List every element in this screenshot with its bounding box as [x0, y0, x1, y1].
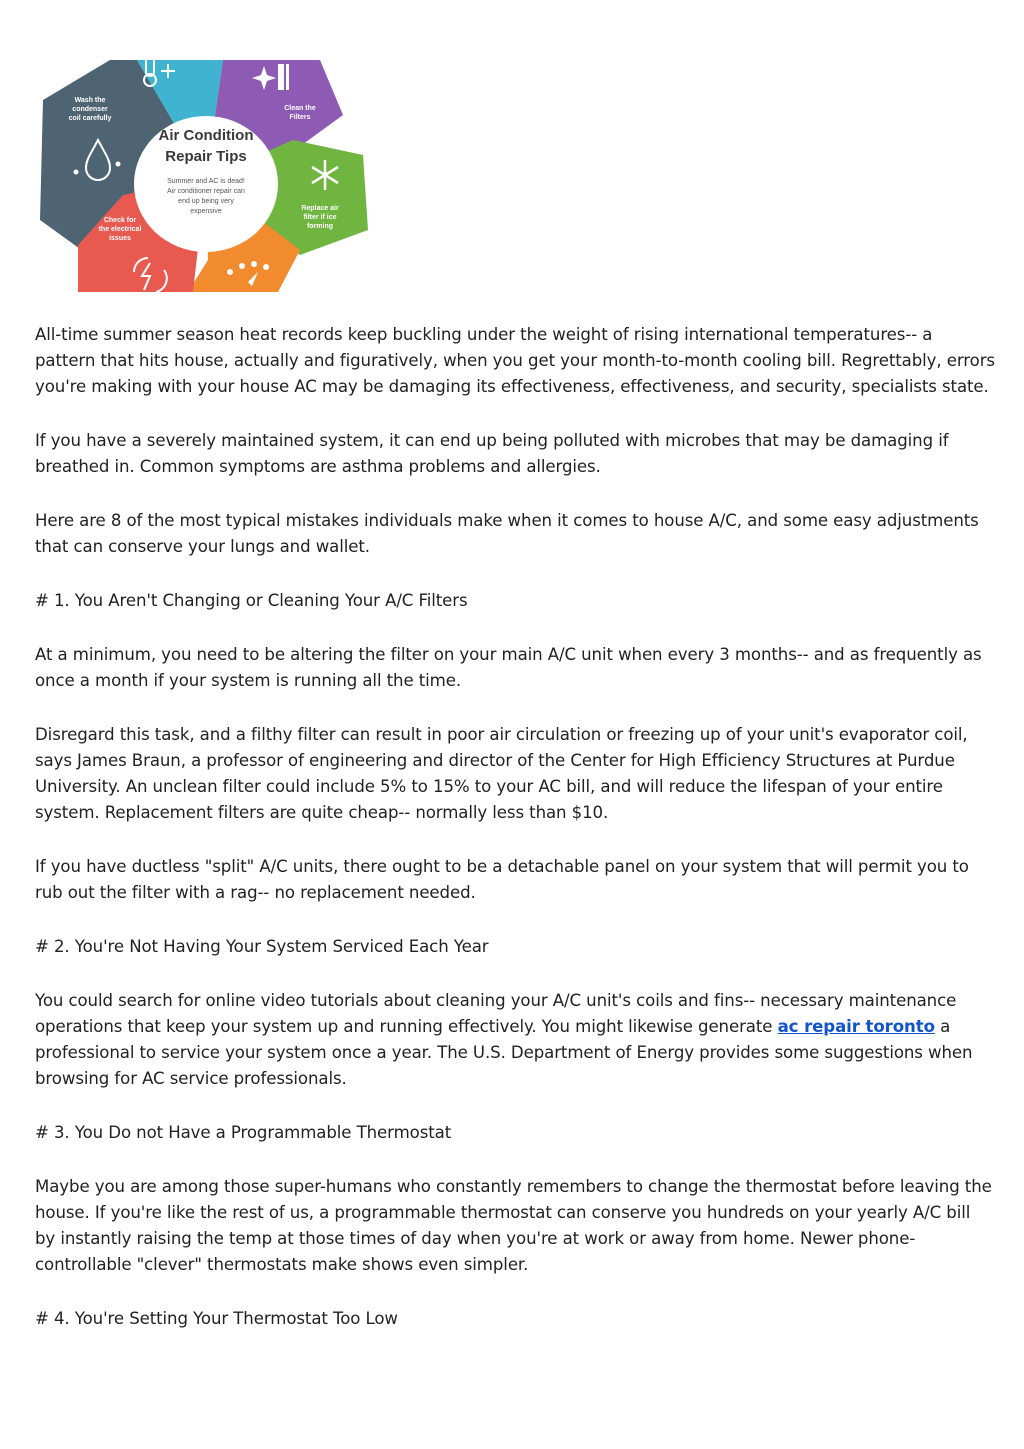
segment-label-line: condenser — [72, 106, 108, 113]
ac-repair-toronto-link[interactable]: ac repair toronto — [777, 1017, 935, 1036]
infographic-subtitle-line: end up being very — [178, 198, 234, 205]
paragraph-servicing — [35, 988, 995, 1092]
paragraph-filter-frequency: At a minimum, you need to be altering the filter on your main A/C unit when every 3 months-- and as frequently as once a month if your system is running all the time. — [35, 645, 982, 690]
servicing-text-before: You could search for online video tutorials about cleaning your A/C unit's coils and fins-- necessary maintenance operations that keep your system up and running effectively. You might likewise generate — [35, 991, 957, 1036]
infographic-subtitle-line: expensive — [190, 208, 222, 215]
paragraph-thermostat: Maybe you are among those super-humans who constantly remembers to change the thermostat before leaving the house. If you're like the rest of us, a programmable thermostat can conserve you hundreds on your yearly A/C bill by instantly raising the temp at those times of day when you're at work or away from home. Newer phone-controllable "clever" thermostats make shows even simpler. — [35, 1177, 992, 1274]
paragraph-ductless: If you have ductless "split" A/C units, there ought to be a detachable panel on your system that will permit you to rub out the filter with a rag-- no replacement needed. — [35, 857, 969, 902]
segment-label-line: coil carefully — [68, 115, 112, 122]
paragraph-mistakes-list: Here are 8 of the most typical mistakes individuals make when it comes to house A/C, and some easy adjustments that can conserve your lungs and wallet. — [35, 511, 979, 556]
heading-2: # 2. You're Not Having Your System Serviced Each Year — [35, 937, 489, 956]
heading-4: # 4. You're Setting Your Thermostat Too Low — [35, 1309, 398, 1328]
heading-1: # 1. You Aren't Changing or Cleaning Your A/C Filters — [35, 591, 468, 610]
servicing-text-after: a professional to service your system once a year. The U.S. Department of Energy provides some suggestions when browsing for AC service professionals. — [35, 1017, 973, 1088]
infographic-title: Air Condition — [158, 127, 254, 144]
segment-label-line: forming — [306, 223, 334, 230]
heading-3: # 3. You Do not Have a Programmable Thermostat — [35, 1123, 452, 1142]
segment-label-line: Check for — [103, 217, 137, 224]
segment-label-line: filter if ice — [303, 214, 337, 221]
segment-label-line: issues — [109, 235, 131, 242]
infographic-subtitle-line: Air conditioner repair can — [167, 188, 245, 195]
segment-label-line: Clean the — [284, 105, 316, 112]
segment-label-line: Wash the — [74, 97, 106, 104]
segment-label-line: Filters — [289, 114, 311, 121]
article-body — [35, 322, 995, 1360]
paragraph-dirty-filter: Disregard this task, and a filthy filter can result in poor air circulation or freezing up of your unit's evaporator coil, says James Braun, a professor of engineering and director of the Center for High Efficiency Structures at Purdue University. An unclean filter could include 5% to 15% to your AC bill, and will reduce the lifespan of your entire system. Replacement filters are quite cheap-- normally less than $10. — [35, 725, 968, 822]
paragraph-microbes: If you have a severely maintained system, it can end up being polluted with microbes that may be damaging if breathed in. Common symptoms are asthma problems and allergies. — [35, 431, 949, 476]
infographic-title-2: Repair Tips — [165, 148, 247, 165]
segment-label-line: the electrical — [98, 226, 142, 233]
infographic-subtitle-line: Summer and AC is dead! — [167, 178, 245, 185]
infographic-graphic — [38, 60, 374, 292]
air-condition-repair-tips-infographic — [38, 60, 374, 292]
paragraph-intro: All-time summer season heat records keep buckling under the weight of rising international temperatures-- a pattern that hits house, actually and figuratively, when you get your month-to-month cooling bill. Regrettably, errors you're making with your house AC may be damaging its effectiveness, effectiveness, and security, specialists state. — [35, 325, 995, 396]
segment-label-line: Replace air — [301, 205, 339, 212]
